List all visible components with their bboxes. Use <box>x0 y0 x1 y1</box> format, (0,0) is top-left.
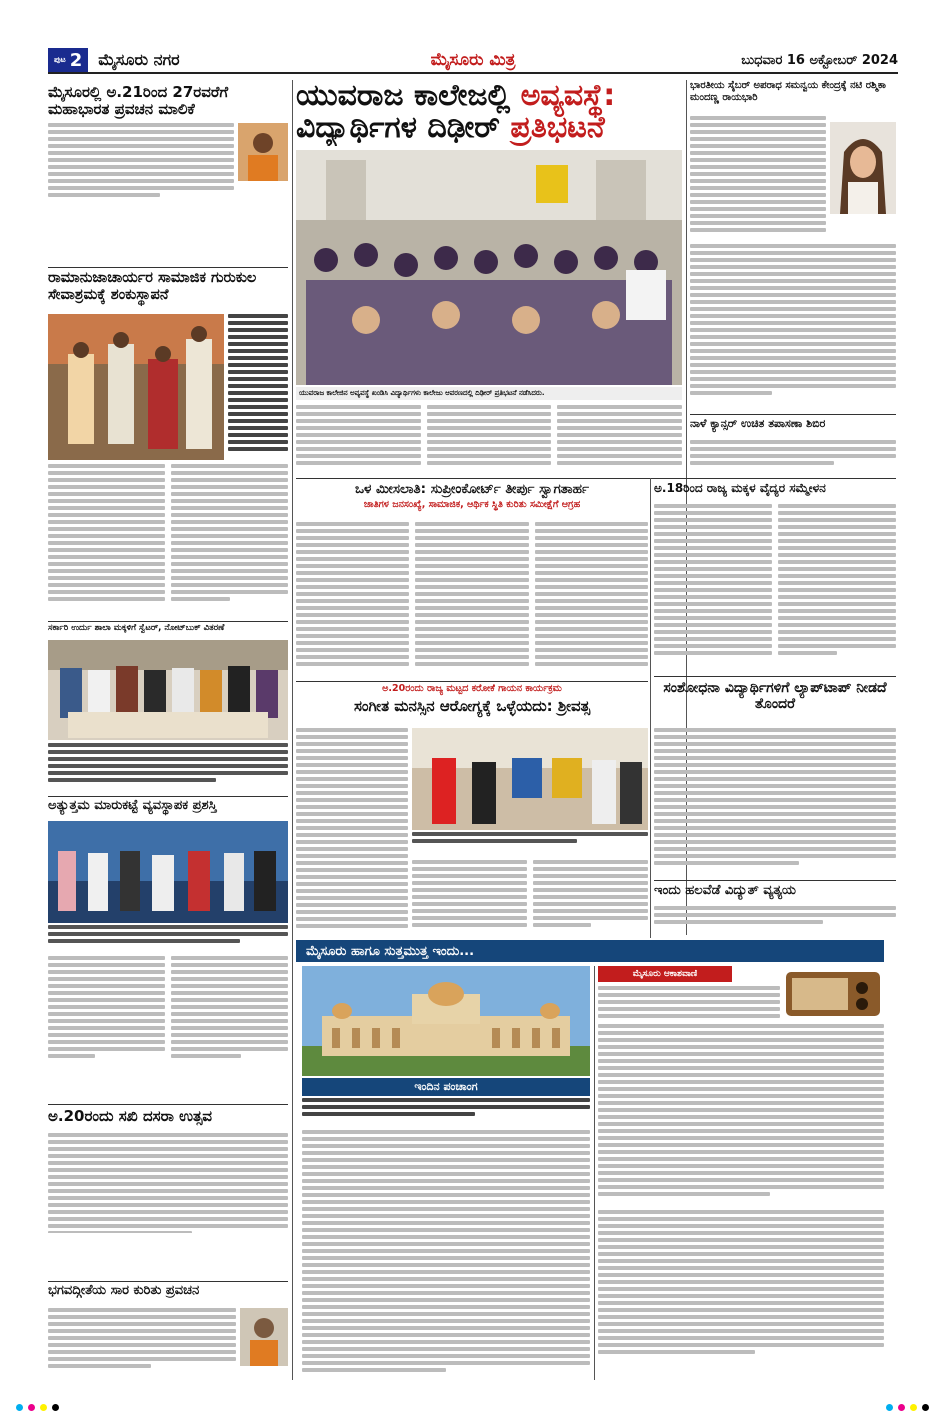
story-karaoke-head <box>296 684 648 724</box>
karaoke-caption <box>412 832 648 856</box>
registration-mark <box>16 1404 23 1411</box>
story-headline: ಸಂಶೋಧನಾ ವಿದ್ಯಾರ್ಥಿಗಳಿಗೆ ಲ್ಯಾಪ್‌ಟಾಪ್ ನೀಡದೆ ತೊಂದರೆ <box>663 680 887 713</box>
karaoke-photo <box>412 728 648 830</box>
story-headline: ಸರ್ಕಾರಿ ಉರ್ದು ಶಾಲಾ ಮಕ್ಕಳಿಗೆ ಸ್ವೆಟರ್, ನೋಟ್‌ಬುಕ್ ವಿತರಣೆ <box>48 624 225 633</box>
cancer-camp-body <box>690 440 896 474</box>
laptop-body <box>654 728 896 876</box>
urdu-school-photo <box>48 640 288 740</box>
story-internal-reservation-head <box>296 482 648 518</box>
story-body <box>48 123 234 197</box>
internal-reservation-body <box>296 522 648 677</box>
today-events-list <box>302 1130 590 1380</box>
story-headline: ಅ.20ರಂದು ಸಖಿ ದಸರಾ ಉತ್ಸವ <box>48 1108 212 1125</box>
story-headline: ಸಂಗೀತ ಮನಸ್ಸಿನ ಆರೋಗ್ಯಕ್ಕೆ ಒಳ್ಳೆಯದು: ಶ್ರೀವತ್ಸ <box>353 696 591 715</box>
lead-story-body <box>296 405 682 473</box>
sakhi-dasara-body <box>48 1133 288 1233</box>
story-headline: ನಾಳೆ ಕ್ಯಾನ್ಸರ್ ಉಚಿತ ತಪಾಸಣಾ ಶಿಬಿರ <box>690 418 826 430</box>
story-headline: ಇಂದು ಹಲವೆಡೆ ವಿದ್ಯುತ್ ವ್ಯತ್ಯಯ <box>654 884 796 898</box>
gita-body <box>48 1308 236 1378</box>
paper-logo: ಮೈಸೂರು ಮಿತ್ರ <box>430 50 516 70</box>
pediatric-conf-body <box>654 504 896 672</box>
gurukula-caption <box>228 314 288 460</box>
radio-icon <box>782 966 884 1020</box>
story-sakhi-dasara-head <box>48 1108 288 1130</box>
radio-label: ಮೈಸೂರು ಆಕಾಶವಾಣಿ <box>598 966 732 982</box>
story-headline: ಅತ್ಯುತ್ತಮ ಮಾರುಕಟ್ಟೆ ವ್ಯವಸ್ಥಾಪಕ ಪ್ರಶಸ್ತಿ <box>48 799 217 813</box>
panchanga-label-box <box>302 1078 590 1096</box>
radio-label-box <box>598 966 732 982</box>
today-events-right <box>598 1210 884 1380</box>
actress-photo <box>830 122 896 214</box>
gurukula-photo <box>48 314 224 460</box>
speaker-photo <box>238 123 288 181</box>
story-headline: ರಾಮಾನುಜಾಚಾರ್ಯರ ಸಾಮಾಜಿಕ ಗುರುಕುಲ ಸೇವಾಶ್ರಮಕ್ಕೆ ಶಂಕುಸ್ಥಾಪನೆ <box>48 270 257 303</box>
protest-photo <box>296 150 682 385</box>
lead-headline-line2: ವಿದ್ಯಾರ್ಥಿಗಳ ದಿಢೀರ್ <box>296 109 511 145</box>
karaoke-body-right <box>412 860 648 938</box>
radio-schedule <box>598 1024 884 1206</box>
registration-mark <box>28 1404 35 1411</box>
panchanga-label: ಇಂದಿನ ಪಂಚಾಂಗ <box>302 1078 590 1096</box>
story-headline: ಭಾರತೀಯ ಸೈಬರ್ ಅಪರಾಧ ಸಮನ್ವಯ ಕೇಂದ್ರಕ್ಕೆ ನಟಿ ರಶ್ಮಿಕಾ ಮಂದಣ್ಣ ರಾಯಭಾರಿ <box>690 80 886 103</box>
karaoke-body-left <box>296 728 408 938</box>
story-rashmika-head <box>690 80 896 112</box>
palace-photo <box>302 966 590 1076</box>
registration-mark <box>922 1404 929 1411</box>
lead-headline <box>296 80 682 146</box>
masthead <box>48 48 898 74</box>
urdu-school-caption <box>48 743 288 795</box>
story-laptop-head <box>654 680 896 724</box>
today-banner: ಮೈಸೂರು ಹಾಗೂ ಸುತ್ತಮುತ್ತ ಇಂದು... <box>296 940 884 962</box>
rashmika-body-top <box>690 116 826 242</box>
story-urdu-school-head <box>48 624 288 640</box>
page-word: ಪುಟ <box>54 55 66 64</box>
story-headline: ಒಳ ಮೀಸಲಾತಿ: ಸುಪ್ರೀಂಕೋರ್ಟ್ ತೀರ್ಪು ಸ್ವಾಗತಾರ್ಹ <box>354 482 590 497</box>
rashmika-body-bottom <box>690 244 896 410</box>
lead-headline-line1: ಯುವರಾಜ ಕಾಲೇಜಲ್ಲಿ <box>296 80 521 113</box>
section-name: ಮೈಸೂರು ನಗರ <box>98 50 180 69</box>
story-marketing-award-head <box>48 799 288 819</box>
lead-headline-accent2: ಪ್ರತಿಭಟನೆ <box>510 109 605 145</box>
story-mahabharata <box>48 84 288 209</box>
award-body <box>48 956 288 1102</box>
story-gita-head <box>48 1284 288 1304</box>
registration-mark <box>910 1404 917 1411</box>
story-kicker: ಅ.20ರಂದು ರಾಜ್ಯ ಮಟ್ಟದ ಕರೋಕೆ ಗಾಯನ ಕಾರ್ಯಕ್ರಮ <box>382 684 562 694</box>
story-headline: ಭಗವದ್ಗೀತೆಯ ಸಾರ ಕುರಿತು ಪ್ರವಚನ <box>48 1284 200 1298</box>
story-gurukula-body <box>48 464 288 616</box>
speaker-photo <box>240 1308 288 1366</box>
story-power-cut-head <box>654 884 896 902</box>
registration-mark <box>898 1404 905 1411</box>
story-cancer-camp-head <box>690 418 896 436</box>
issue-date: ಬುಧವಾರ 16 ಅಕ್ಟೋಬರ್ 2024 <box>741 52 898 68</box>
page-number: 2 <box>69 49 83 71</box>
page-number-badge <box>48 48 88 72</box>
registration-mark <box>886 1404 893 1411</box>
registration-mark <box>52 1404 59 1411</box>
power-cut-body <box>654 906 896 936</box>
lead-headline-accent1: ಅವ್ಯವಸ್ಥೆ: <box>520 80 616 113</box>
registration-mark <box>40 1404 47 1411</box>
story-headline: ಮೈಸೂರಲ್ಲಿ ಅ.21ರಿಂದ 27ರವರೆಗೆ ಮಹಾಭಾರತ ಪ್ರವಚನ ಮಾಲಿಕೆ <box>48 84 229 119</box>
panchanga-body <box>302 1098 590 1126</box>
story-gurukula-head <box>48 270 288 310</box>
story-headline: ಅ.18ರಿಂದ ರಾಜ್ಯ ಮಕ್ಕಳ ವೈದ್ಯರ ಸಮ್ಮೇಳನ <box>654 482 826 495</box>
photo-caption: ಯುವರಾಜ ಕಾಲೇಜಿನ ಅವ್ಯವಸ್ಥೆ ಖಂಡಿಸಿ ವಿದ್ಯಾರ್ಥಿಗಳು ಕಾಲೇಜು ಆವರಣದಲ್ಲಿ ದಿಢೀರ್ ಪ್ರತಿಭಟನೆ ನಡೆಸಿದರು. <box>296 387 682 400</box>
radio-schedule-top <box>598 986 780 1022</box>
story-subheadline: ಜಾತಿಗಳ ಜನಸಂಖ್ಯೆ, ಸಾಮಾಜಿಕ, ಆರ್ಥಿಕ ಸ್ಥಿತಿ ಕುರಿತು ಸಮೀಕ್ಷೆಗೆ ಆಗ್ರಹ <box>363 498 581 510</box>
award-photo <box>48 821 288 923</box>
story-pediatric-conf-head <box>654 482 896 500</box>
protest-caption-box <box>296 387 682 401</box>
award-caption <box>48 925 288 951</box>
